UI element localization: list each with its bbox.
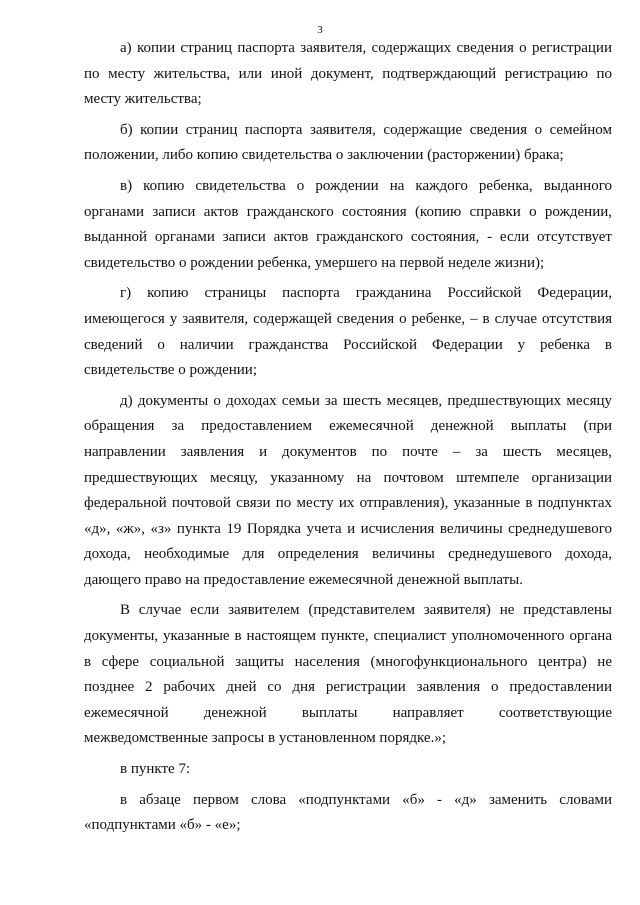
paragraph-g: г) копию страницы паспорта гражданина Российской Федерации, имеющегося у заявителя, содержащей сведения о ребенке, – в случае отсутствия сведений о наличии гражданства Российской Федерации у ребенка в свидетельстве о рождении; <box>84 285 612 379</box>
paragraph-first-subclause: в абзаце первом слова «подпунктами «б» - «д» заменить словами «подпунктами «б» - «е»; <box>84 791 612 834</box>
document-body <box>84 36 612 844</box>
paragraph-b: б) копии страниц паспорта заявителя, содержащие сведения о семейном положении, либо копию свидетельства о заключении (расторжении) брака; <box>84 121 612 164</box>
paragraph-v: в) копию свидетельства о рождении на каждого ребенка, выданного органами записи актов гражданского состояния (копию справки о рождении, выданной органами записи актов гражданского состояния, - если отсутствует свидетельство о рождении ребенка, умершего на первой неделе жизни); <box>84 177 612 271</box>
page-number: 3 <box>317 24 323 36</box>
paragraph-missing-documents: В случае если заявителем (представителем заявителя) не представлены документы, указанные в настоящем пункте, специалист уполномоченного органа в сфере социальной защиты населения (многофункционального центра) не позднее 2 рабочих дней со дня регистрации заявления о предоставлении ежемесячной денежной выплаты направляет соответствующие межведомственные запросы в установленном порядке.»; <box>84 602 612 747</box>
paragraph-point-7: в пункте 7: <box>120 761 191 778</box>
paragraph-a: а) копии страниц паспорта заявителя, содержащих сведения о регистрации по месту жительства, или иной документ, подтверждающий регистрацию по месту жительства; <box>84 40 612 108</box>
paragraph-d: д) документы о доходах семьи за шесть месяцев, предшествующих месяцу обращения за предоставлением ежемесячной денежной выплаты (при направлении заявления и документов по почте – за шесть месяцев, предшествующих месяцу, указанному на почтовом штемпеле организации федеральной почтовой связи по месту их отправления), указанные в подпунктах «д», «ж», «з» пункта 19 Порядка учета и исчисления величины среднедушевого дохода, необходимые для определения величины среднедушевого дохода, дающего право на предоставление ежемесячной денежной выплаты. <box>84 392 612 588</box>
